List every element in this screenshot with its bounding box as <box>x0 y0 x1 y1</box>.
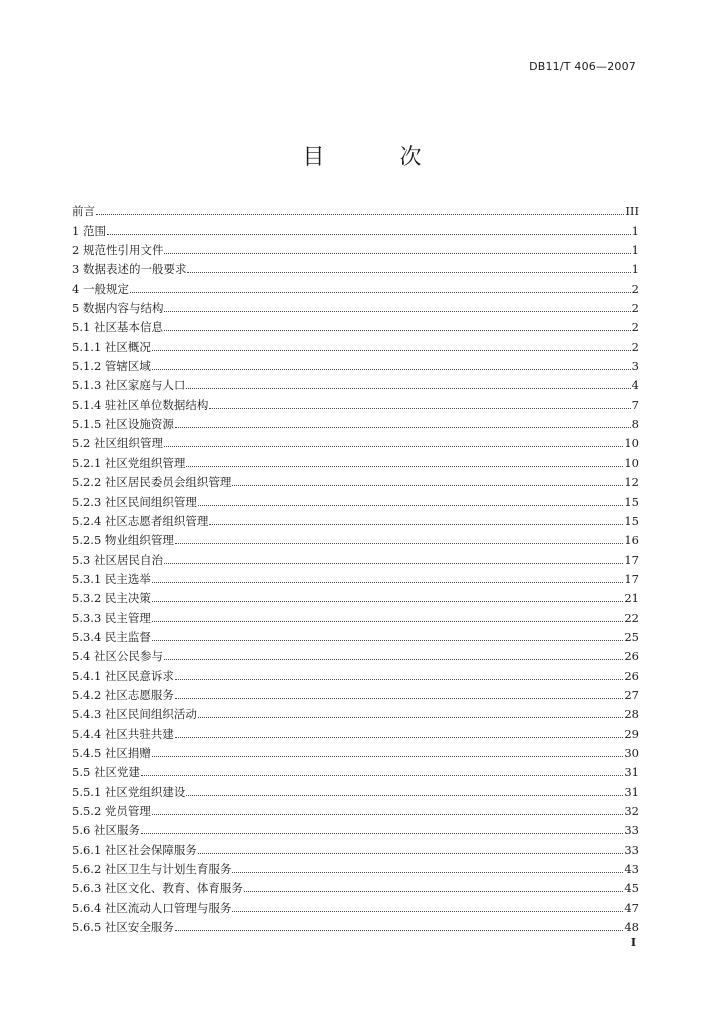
toc-entry-label: 5.2.5 物业组织管理 <box>72 533 174 548</box>
toc-entry-label: 5.1.2 管辖区域 <box>72 359 151 374</box>
toc-entry-page: 2 <box>631 320 639 335</box>
toc-entry-label: 5.3.4 民主监督 <box>72 629 151 644</box>
toc-entry-label: 5.6 社区服务 <box>72 823 140 838</box>
toc-leader-dots <box>232 872 623 873</box>
toc-entry[interactable] <box>72 470 639 489</box>
toc-leader-dots <box>152 601 623 602</box>
toc-entry-label: 5.4.2 社区志愿服务 <box>72 687 174 702</box>
toc-leader-dots <box>152 756 623 757</box>
toc-entry-page: 16 <box>624 533 639 548</box>
toc-entry-page: 27 <box>624 687 639 702</box>
toc-entry[interactable] <box>72 450 639 469</box>
toc-leader-dots <box>232 485 623 486</box>
toc-leader-dots <box>186 466 623 467</box>
toc-entry-page: 2 <box>631 301 639 316</box>
toc-leader-dots <box>187 272 630 273</box>
toc-entry-label: 5.6.2 社区卫生与计划生育服务 <box>72 862 232 877</box>
page-number: I <box>630 936 636 949</box>
toc-entry[interactable] <box>72 586 639 605</box>
toc-leader-dots <box>152 621 623 622</box>
toc-entry[interactable] <box>72 276 639 295</box>
toc-leader-dots <box>152 350 631 351</box>
toc-entry[interactable] <box>72 412 639 431</box>
toc-entry-label: 5.6.4 社区流动人口管理与服务 <box>72 900 232 915</box>
toc-entry-label: 3 数据表述的一般要求 <box>72 262 187 277</box>
toc-entry-page: 7 <box>631 397 639 412</box>
toc-entry-page: 2 <box>631 281 639 296</box>
toc-entry-label: 2 规范性引用文件 <box>72 243 164 258</box>
toc-entry[interactable] <box>72 431 639 450</box>
toc-entry-page: 8 <box>631 417 639 432</box>
toc-entry-label: 5.4 社区公民参与 <box>72 649 163 664</box>
toc-leader-dots <box>175 427 631 428</box>
toc-leader-dots <box>164 253 630 254</box>
toc-leader-dots <box>198 717 623 718</box>
table-of-contents <box>72 199 639 934</box>
toc-entry-label: 5.2.2 社区居民委员会组织管理 <box>72 475 232 490</box>
toc-leader-dots <box>141 775 623 776</box>
toc-entry-page: 17 <box>624 552 639 567</box>
toc-entry-label: 5.1.5 社区设施资源 <box>72 417 174 432</box>
toc-leader-dots <box>164 330 631 331</box>
toc-leader-dots <box>141 833 623 834</box>
toc-entry-label: 5.4.5 社区捐赠 <box>72 745 151 760</box>
toc-entry-page: 48 <box>624 920 639 935</box>
toc-entry[interactable] <box>72 741 639 760</box>
toc-entry-label: 5.2.4 社区志愿者组织管理 <box>72 513 209 528</box>
toc-entry[interactable] <box>72 296 639 315</box>
toc-leader-dots <box>152 582 623 583</box>
toc-entry-label: 5.4.3 社区民间组织活动 <box>72 707 197 722</box>
toc-entry-page: 17 <box>624 571 639 586</box>
toc-entry[interactable] <box>72 760 639 779</box>
toc-entry[interactable] <box>72 238 639 257</box>
toc-entry-label: 5.3.3 民主管理 <box>72 610 151 625</box>
toc-entry-label: 5.4.4 社区共驻共建 <box>72 726 174 741</box>
toc-entry[interactable] <box>72 373 639 392</box>
toc-entry-label: 4 一般规定 <box>72 281 129 296</box>
toc-entry-label: 5.3.2 民主决策 <box>72 591 151 606</box>
toc-entry[interactable] <box>72 663 639 682</box>
toc-entry-page: 15 <box>624 494 639 509</box>
toc-entry[interactable] <box>72 721 639 740</box>
toc-entry-label: 1 范围 <box>72 223 106 238</box>
toc-entry-page: 10 <box>624 436 639 451</box>
toc-leader-dots <box>152 814 623 815</box>
toc-entry[interactable] <box>72 199 639 218</box>
toc-entry[interactable] <box>72 354 639 373</box>
toc-leader-dots <box>96 214 624 215</box>
page-title: 目 次 <box>302 145 456 170</box>
toc-entry[interactable] <box>72 625 639 644</box>
toc-leader-dots <box>175 698 623 699</box>
toc-entry[interactable] <box>72 915 639 934</box>
toc-entry-label: 5.1.3 社区家庭与人口 <box>72 378 186 393</box>
toc-entry-page: 10 <box>624 455 639 470</box>
toc-entry[interactable] <box>72 567 639 586</box>
toc-entry-page: 45 <box>624 881 639 896</box>
toc-entry[interactable] <box>72 392 639 411</box>
toc-entry-label: 5.1.4 驻社区单位数据结构 <box>72 397 209 412</box>
toc-entry[interactable] <box>72 315 639 334</box>
toc-entry-page: 1 <box>631 223 639 238</box>
toc-entry-page: 31 <box>624 784 639 799</box>
toc-leader-dots <box>152 640 623 641</box>
toc-entry-page: 2 <box>631 339 639 354</box>
toc-entry-page: 3 <box>631 359 639 374</box>
toc-entry[interactable] <box>72 547 639 566</box>
toc-entry-label: 5.6.3 社区文化、教育、体育服务 <box>72 881 243 896</box>
toc-entry-label: 5.4.1 社区民意诉求 <box>72 668 174 683</box>
toc-entry-page: 1 <box>631 243 639 258</box>
toc-entry-label: 5.6.1 社区社会保障服务 <box>72 842 197 857</box>
toc-entry-label: 5.5.2 党员管理 <box>72 804 151 818</box>
toc-leader-dots <box>232 911 623 912</box>
toc-entry-label: 5.5.1 社区党组织建设 <box>72 784 186 799</box>
toc-entry-label: 5 数据内容与结构 <box>72 301 164 316</box>
toc-entry[interactable] <box>72 489 639 508</box>
toc-leader-dots <box>198 853 623 854</box>
toc-entry-label: 5.1.1 社区概况 <box>72 339 151 354</box>
toc-entry-page: 26 <box>624 668 639 683</box>
toc-leader-dots <box>175 543 623 544</box>
toc-entry-page: 1 <box>631 262 639 277</box>
toc-leader-dots <box>186 795 623 796</box>
toc-entry[interactable] <box>72 605 639 624</box>
toc-entry[interactable] <box>72 683 639 702</box>
toc-entry[interactable] <box>72 528 639 547</box>
toc-entry-page: 33 <box>624 823 639 838</box>
toc-leader-dots <box>209 408 630 409</box>
toc-entry-label: 5.2.3 社区民间组织管理 <box>72 494 197 509</box>
toc-leader-dots <box>164 446 623 447</box>
toc-leader-dots <box>175 930 623 931</box>
toc-entry[interactable] <box>72 857 639 876</box>
toc-entry[interactable] <box>72 779 639 798</box>
toc-entry-page: 28 <box>624 707 639 722</box>
toc-leader-dots <box>175 737 623 738</box>
toc-entry[interactable] <box>72 837 639 856</box>
toc-leader-dots <box>175 679 623 680</box>
toc-entry[interactable] <box>72 257 639 276</box>
toc-leader-dots <box>209 524 623 525</box>
toc-leader-dots <box>186 388 630 389</box>
toc-leader-dots <box>198 505 623 506</box>
toc-entry[interactable] <box>72 644 639 663</box>
toc-entry-label: 5.6.5 社区安全服务 <box>72 920 174 935</box>
toc-entry[interactable] <box>72 334 639 353</box>
toc-entry-page: 25 <box>624 629 639 644</box>
toc-leader-dots <box>107 234 631 235</box>
toc-entry-page: 33 <box>624 842 639 857</box>
toc-entry-label: 5.3 社区居民自治 <box>72 552 163 567</box>
toc-entry[interactable] <box>72 876 639 895</box>
toc-entry[interactable] <box>72 895 639 914</box>
toc-entry[interactable] <box>72 218 639 237</box>
toc-entry-page: 31 <box>624 765 639 780</box>
toc-entry-page: 47 <box>624 900 639 915</box>
toc-entry-label: 5.2.1 社区党组织管理 <box>72 455 186 470</box>
toc-entry[interactable] <box>72 702 639 721</box>
toc-entry-page: 15 <box>624 513 639 528</box>
toc-entry-page: 21 <box>624 591 639 606</box>
toc-entry-page: 12 <box>624 475 639 490</box>
toc-entry-label: 前言 <box>72 204 95 219</box>
toc-entry-page: 43 <box>624 862 639 877</box>
toc-entry-label: 5.2 社区组织管理 <box>72 436 163 451</box>
toc-entry-page: 30 <box>624 745 639 760</box>
toc-entry-page: 22 <box>624 610 639 625</box>
toc-leader-dots <box>164 563 623 564</box>
toc-entry-label: 5.5 社区党建 <box>72 765 140 780</box>
toc-leader-dots <box>130 292 631 293</box>
toc-entry[interactable] <box>72 799 639 818</box>
toc-entry-page: III <box>625 204 639 219</box>
toc-entry-page: 32 <box>624 804 639 818</box>
toc-leader-dots <box>152 369 631 370</box>
toc-leader-dots <box>164 311 630 312</box>
toc-entry-label: 5.3.1 民主选举 <box>72 571 151 586</box>
toc-entry[interactable] <box>72 509 639 528</box>
toc-entry-page: 26 <box>624 649 639 664</box>
toc-entry-page: 29 <box>624 726 639 741</box>
toc-entry-page: 4 <box>631 378 639 393</box>
document-code: DB11/T 406—2007 <box>529 60 636 73</box>
toc-entry[interactable] <box>72 818 639 837</box>
toc-leader-dots <box>164 659 623 660</box>
toc-leader-dots <box>244 891 623 892</box>
toc-entry-label: 5.1 社区基本信息 <box>72 320 163 335</box>
